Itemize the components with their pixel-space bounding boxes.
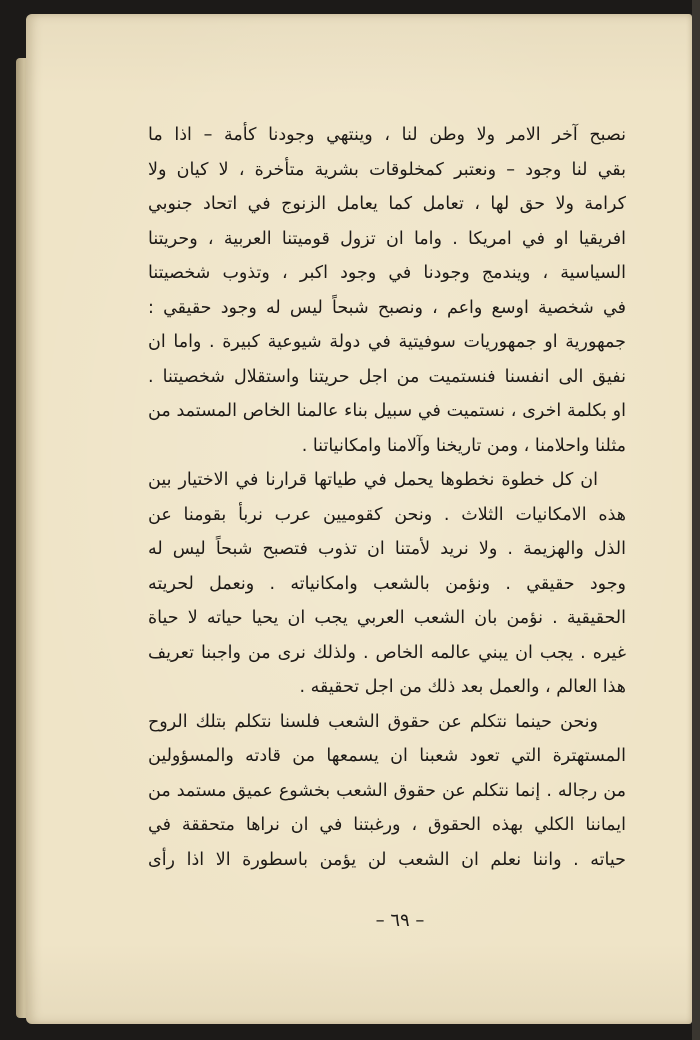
text-line: السياسية ، ويندمج وجودنا في وجود اكبر ، وتذوب شخصيتنا	[148, 263, 626, 283]
text-line: حياته . واننا نعلم ان الشعب لن يؤمن باسطورة الا اذا رأى	[148, 849, 626, 870]
text-line: وجود حقيقي . ونؤمن بالشعب وامكانياته . ونعمل لحريته	[148, 573, 626, 594]
text-line: جمهورية او جمهوريات سوفيتية في دولة شيوعية كبيرة . واما ان	[148, 332, 626, 352]
text-line: غيره . يجب ان يبني عالمه الخاص . ولذلك نرى من واجبنا تعريف	[148, 642, 626, 663]
text-line: المستهترة التي تعود شعبنا ان يسمعها من قادته والمسؤولين	[148, 746, 626, 766]
text-line: ايماننا الكلي بهذه الحقوق ، ورغبتنا في ان نراها متحققة في	[148, 815, 626, 835]
text-line: كرامة ولا حق لها ، تعامل كما يعامل الزنوج في اتحاد جنوبي	[148, 194, 626, 214]
text-line: في شخصية اوسع واعم ، ونصبح شبحاً ليس له وجود حقيقي :	[148, 297, 626, 318]
paragraph-3	[148, 705, 626, 878]
text-line: نفيق الى انفسنا فنستميت من اجل حريتنا واستقلال شخصيتنا .	[148, 366, 626, 387]
text-line: بقي لنا وجود – ونعتبر كمخلوقات بشرية متأخرة ، لا كيان ولا	[148, 159, 626, 180]
text-line: هذا العالم ، والعمل بعد ذلك من اجل تحقيقه .	[299, 677, 626, 697]
text-line: من رجاله . إنما نتكلم عن حقوق الشعب بخشوع عميق مستمد من	[148, 780, 626, 801]
page-number: – ٦٩ –	[375, 910, 425, 931]
text-line: مثلنا واحلامنا ، ومن تاريخنا وآلامنا وامكانياتنا .	[301, 435, 626, 456]
text-line: نصبح آخر الامر ولا وطن لنا ، وينتهي وجودنا كأمة – اذا ما	[148, 125, 626, 145]
text-line: او بكلمة اخرى ، نستميت في سبيل بناء عالمنا الخاص المستمد من	[148, 401, 626, 421]
text-line: هذه الامكانيات الثلاث . ونحن كقوميين عرب نربأ بقومنا عن	[148, 504, 626, 525]
body-text	[148, 118, 626, 877]
text-line: افريقيا او في امريكا . واما ان تزول قوميتنا العربية ، وحريتنا	[148, 228, 626, 249]
text-line: ونحن حينما نتكلم عن حقوق الشعب فلسنا نتكلم بتلك الروح	[148, 711, 598, 732]
scan-edge	[692, 0, 700, 1040]
text-line: ان كل خطوة نخطوها يحمل في طياتها قرارنا في الاختيار بين	[148, 470, 598, 490]
paragraph-1	[148, 118, 626, 463]
text-line: الحقيقية . نؤمن بان الشعب العربي يجب ان يحيا حياته لا حياة	[148, 608, 626, 628]
text-line: الذل والهزيمة . ولا نريد لأمتنا ان تذوب فتصبح شبحاً ليس له	[148, 539, 626, 559]
paragraph-2	[148, 463, 626, 705]
